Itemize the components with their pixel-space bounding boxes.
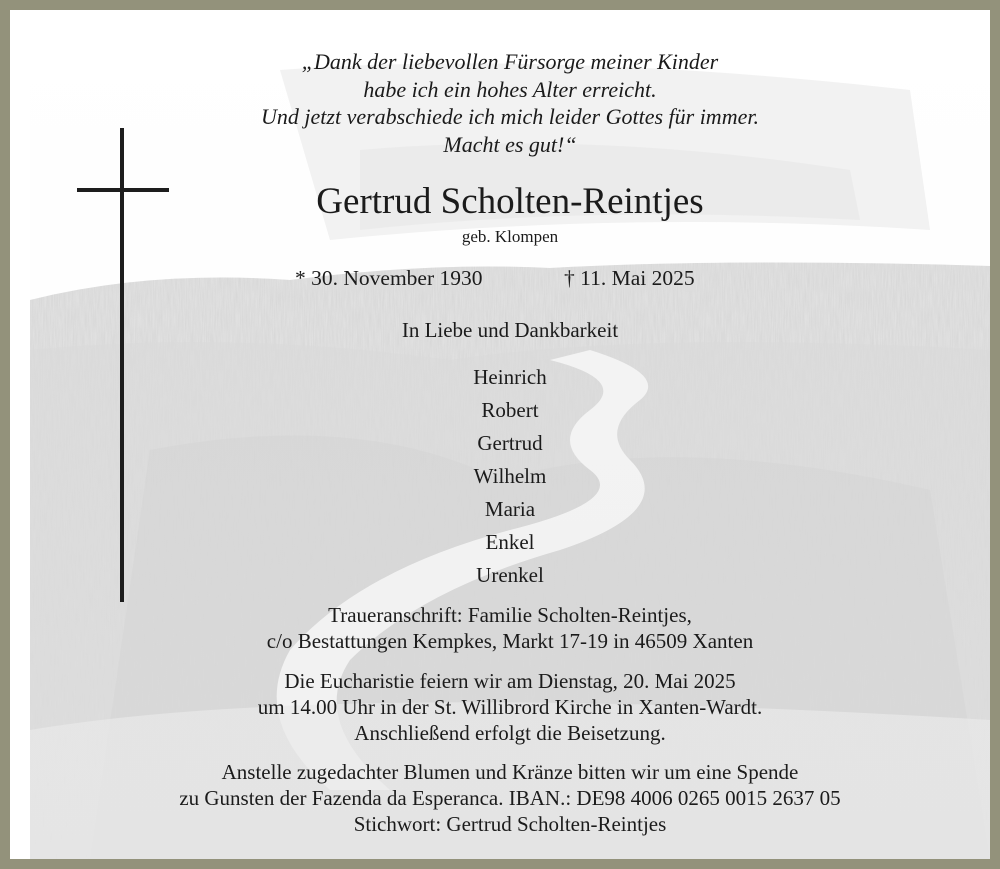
mourners-list: [30, 361, 990, 592]
birth-date: * 30. November 1930: [295, 266, 483, 290]
mourning-address: [30, 602, 990, 654]
mourner-name: Gertrud: [477, 431, 543, 455]
service-line: Die Eucharistie feiern wir am Dienstag, 20. Mai 2025: [284, 669, 736, 693]
donation-line: Anstelle zugedachter Blumen und Kränze bitten wir um eine Spende: [221, 760, 799, 784]
mourner-name: Enkel: [485, 530, 535, 554]
service-details: [30, 668, 990, 746]
quote-line: Und jetzt verabschiede ich mich leider Gottes für immer.: [261, 104, 759, 129]
mourner-name: Maria: [484, 497, 536, 521]
quote-line: habe ich ein hohes Alter erreicht.: [363, 76, 657, 102]
farewell-quote: [30, 48, 990, 158]
service-line: um 14.00 Uhr in der St. Willibrord Kirche in Xanten-Wardt.: [257, 695, 763, 719]
death-date: † 11. Mai 2025: [564, 266, 695, 290]
notice-body: [30, 30, 990, 859]
donation-request: [30, 759, 990, 837]
address-line: Traueranschrift: Familie Scholten-Reintjes,: [328, 603, 692, 627]
service-line: Anschließend erfolgt die Beisetzung.: [354, 721, 666, 745]
deceased-name: Gertrud Scholten-Reintjes: [316, 181, 704, 222]
mourner-name: Wilhelm: [473, 464, 547, 488]
mourner-name: Urenkel: [476, 563, 544, 587]
quote-line: „Dank der liebevollen Fürsorge meiner Kinder: [301, 49, 719, 74]
donation-line: zu Gunsten der Fazenda da Esperanca. IBAN.: DE98 4006 0265 0015 2637 05: [179, 786, 841, 810]
quote-line: Macht es gut!“: [443, 131, 577, 157]
birth-name: geb. Klompen: [461, 227, 559, 246]
address-line: c/o Bestattungen Kempkes, Markt 17-19 in 46509 Xanten: [266, 629, 754, 653]
donation-line: Stichwort: Gertrud Scholten-Reintjes: [353, 812, 667, 836]
mourner-name: Robert: [481, 398, 539, 422]
mourner-name: Heinrich: [473, 365, 547, 389]
mourners-intro: In Liebe und Dankbarkeit: [401, 318, 619, 342]
